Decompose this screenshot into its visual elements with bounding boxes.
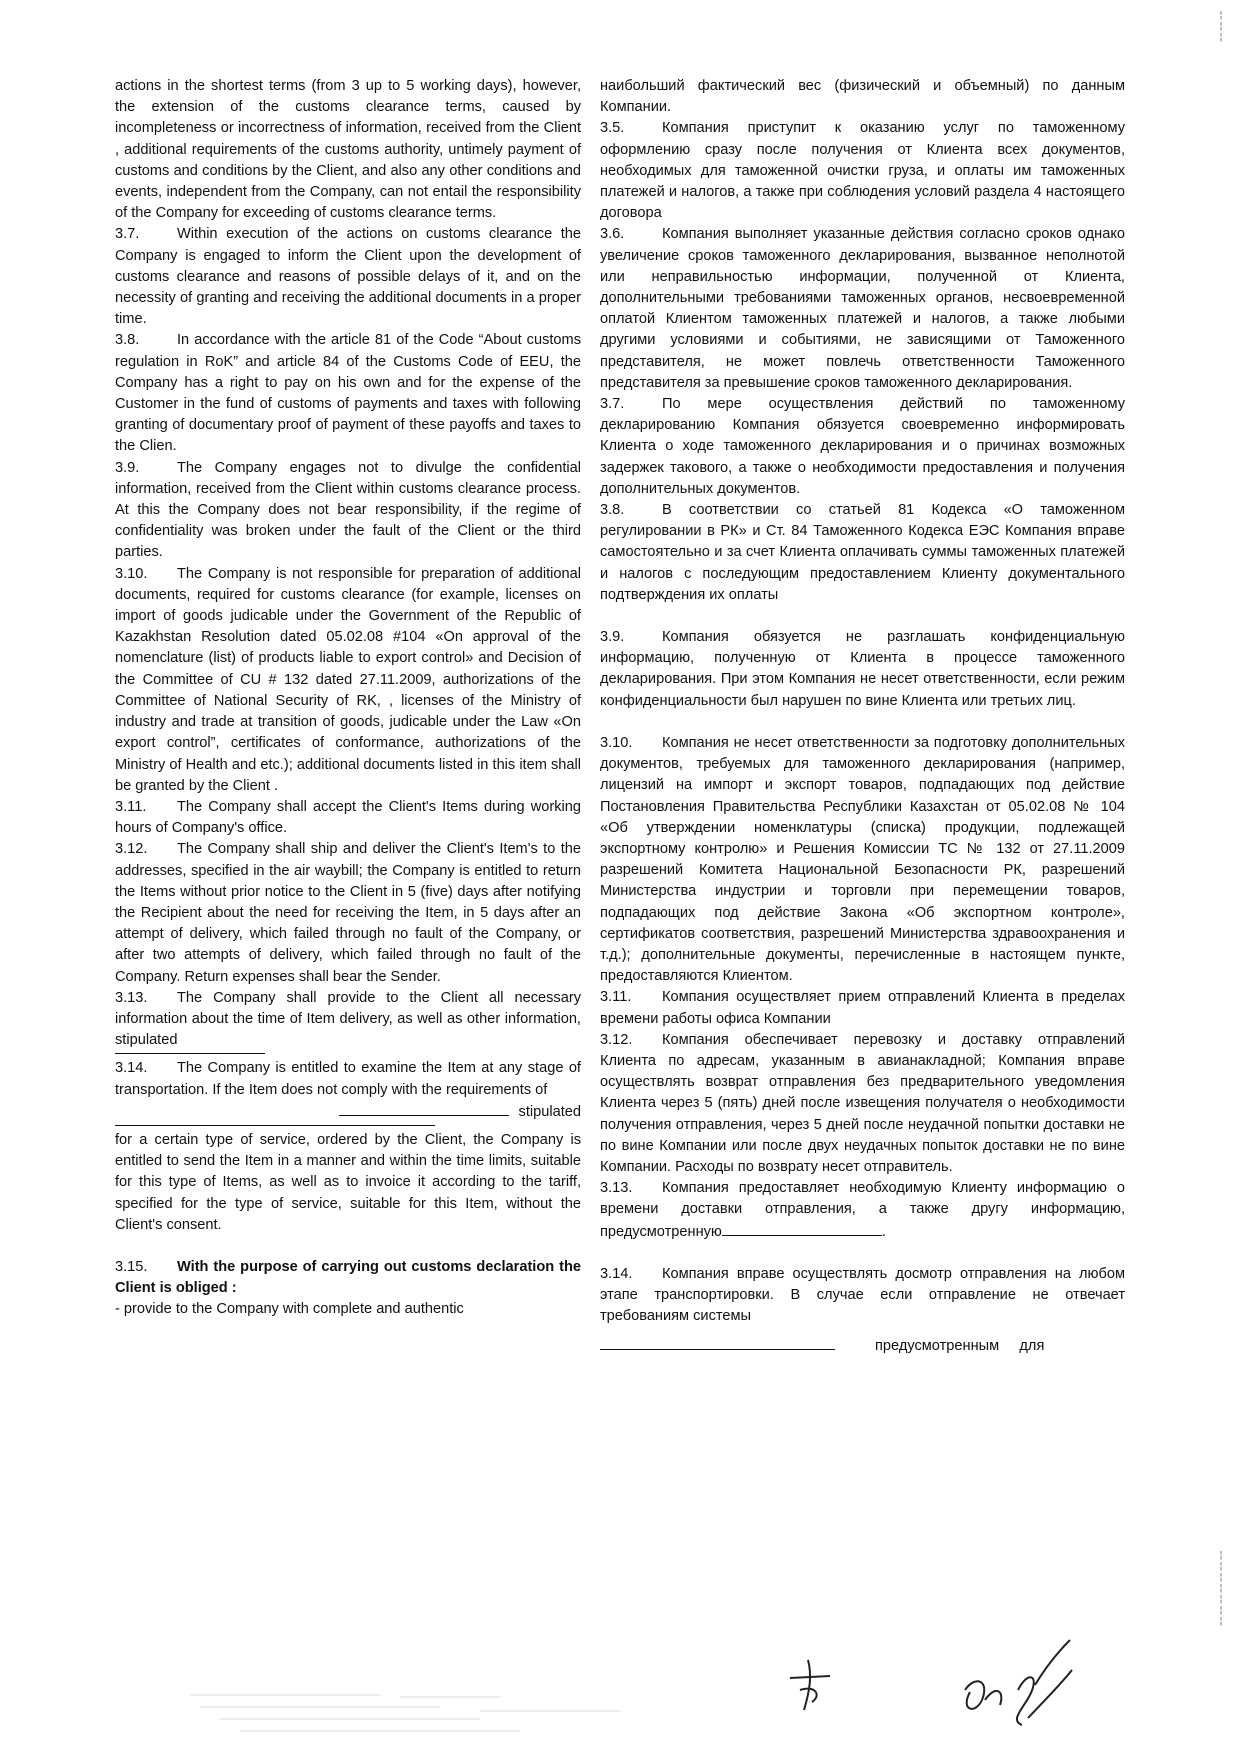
clause-3-7 — [115, 224, 581, 330]
clause-number: 3.8. — [115, 332, 140, 349]
clause-number: 3.13. — [115, 989, 148, 1006]
clause-text: По мере осуществления действий по таможенному декларированию Компания обязуется своевременно информировать Клиента о ходе таможенного декларирования и о причинах возможных задержек такового, а также о необходимости предоставления и получения дополнительных документов. — [600, 396, 1125, 497]
fill-in-blank — [722, 1221, 882, 1236]
blank-line — [115, 1125, 435, 1126]
paragraph-continuation: actions in the shortest terms (from 3 up to 5 working days), however, the extension of the customs clearance terms, caused by incompleteness or incorrectness of information, received from the Client , additional requirements of the customs authority, untimely payment of customs and conditions by the Client, and also any other conditions and events, independent from the Company, can not entail the responsibility of the Company for exceeding of customs clearance terms. — [115, 78, 581, 222]
clause-3-11 — [600, 987, 1125, 1029]
clause-text: Within execution of the actions on customs clearance the Company is engaged to inform the Client upon the development of customs clearance and reasons of possible delays of it, and on the necessity of granting and receiving the additional documents in a proper time. — [115, 226, 581, 328]
clause-3-6 — [600, 224, 1125, 394]
clause-3-10 — [600, 733, 1125, 987]
clause-number: 3.14. — [600, 1265, 633, 1282]
clause-3-8 — [600, 500, 1125, 606]
clause-text: With the purpose of carrying out customs declaration the Client is obliged : — [115, 1258, 581, 1297]
scan-margin-mark: ¦ ¦ ¦ ¦ ¦ ¦ ¦ — [1218, 1550, 1225, 1627]
clause-number: 3.8. — [600, 502, 625, 519]
paragraph-continuation: наибольший фактический вес (физический и объемный) по данным Компании. — [600, 78, 1125, 116]
clause-text: предусмотренным для — [875, 1338, 1045, 1355]
scan-noise — [180, 1685, 660, 1745]
clause-number: 3.13. — [600, 1180, 633, 1197]
clause-3-12 — [600, 1030, 1125, 1178]
clause-text: Компания осуществляет прием отправлений Клиента в пределах времени работы офиса Компании — [600, 989, 1125, 1027]
clause-number: 3.5. — [600, 120, 625, 137]
russian-column — [600, 76, 1125, 1358]
clause-text: Компания обязуется не разглашать конфиденциальную информацию, полученную от Клиента в процессе таможенного декларирования. При этом Компания не несет ответственности, если режим конфиденциальности был нарушен по вине Клиента или третьих лиц. — [600, 629, 1125, 709]
clause-number: 3.11. — [115, 798, 147, 815]
clause-text: The Company shall accept the Client's Items during working hours of Company's office. — [115, 798, 581, 837]
scan-margin-mark: ¦ ¦ ¦ — [1218, 10, 1225, 43]
clause-text: stipulated — [518, 1103, 581, 1120]
fill-in-blank — [339, 1101, 509, 1116]
clause-3-9 — [115, 458, 581, 564]
clause-3-12 — [115, 839, 581, 987]
clause-text: The Company shall ship and deliver the Client's Item's to the addresses, specified in the air waybill; the Company is entitled to return the Items without prior notice to the Client in 5 (five) days after notifying the Recipient about the need for receiving the Item, in 5 days after an attempt of delivery, which failed through no fault of the Company, or after two attempts of delivery, which failed through no fault of the Company. Return expenses shall bear the Sender. — [115, 841, 581, 985]
clause-text: Компания предоставляет необходимую Клиенту информацию о времени доставки отправления, а также другу информацию, предусмотренную — [600, 1180, 1125, 1240]
fill-in-blank — [600, 1335, 835, 1350]
clause-3-14 — [115, 1058, 581, 1100]
clause-number: 3.7. — [115, 226, 140, 243]
clause-text: Компания обеспечивает перевозку и доставку отправлений Клиента по адресам, указанным в авианакладной; Компания вправе осуществлять возврат отправления без предварительного уведомления Клиента через 5 (пять) дней после извещения получателя о необходимости получения отправления, через 5 дней после неудачной попытки доставки не по вине Компании или после двух неудачных попыток доставки не по вине Компании. Расходы по возврату несет отправитель. — [600, 1031, 1125, 1175]
clause-number: 3.12. — [115, 841, 148, 858]
clause-text: The Company shall provide to the Client all necessary information about the time of Item delivery, as well as other information, stipulated — [115, 989, 581, 1049]
clause-number: 3.6. — [600, 226, 625, 243]
clause-text: Компания приступит к оказанию услуг по таможенному оформлению сразу после получения от Клиента всех документов, необходимых для таможенной очистки груза, и оплаты им таможенных платежей и налогов, а также при соблюдения условий раздела 4 настоящего договора — [600, 120, 1125, 222]
clause-3-5 — [600, 118, 1125, 224]
clause-text: Компания не несет ответственности за подготовку дополнительных документов, требуемых для таможенного декларирования (например, лицензий на импорт и экспорт товаров, подпадающих под действие Постановления Правительства Республики Казахстан от 05.02.08 № 104 «Об утверждении номенклатуры (списка) продукции, подлежащей экспортному контролю» и Решения Комиссии ТС № 132 от 27.11.2009 разрешений Комитета Национальной Безопасности РК, разрешений Министерства индустрии и торговли при перемещении товаров, подпадающих под действие Закона «Об экспортном контроле», сертификатов соответствия, разрешений Министерства здравоохранения и т.д.); дополнительные документы, перечисленные в настоящем пункте, предоставляются Клиентом. — [600, 734, 1125, 985]
clause-text: Компания вправе осуществлять досмотр отправления на любом этапе транспортировки. В случае если отправление не отвечает требованиям системы — [600, 1265, 1125, 1325]
initial-signature-left — [790, 1660, 830, 1710]
clause-number: 3.10. — [115, 565, 148, 582]
clause-3-15 — [115, 1257, 581, 1299]
signatures — [760, 1630, 1090, 1730]
clause-3-10 — [115, 564, 581, 797]
clause-number: 3.9. — [600, 629, 625, 646]
clause-number: 3.9. — [115, 459, 140, 476]
clause-text: Компания выполняет указанные действия согласно сроков однако увеличение сроков таможенного декларирования, вызванное неполнотой или неправильностью информации, полученной от Клиента, дополнительными требованиями таможенных органов, несвоевременной оплатой Клиентом таможенных платежей и налогов, а также любыми другими условиями и событиями, не зависящими от Таможенного представителя, не может повлечь ответственности Таможенного представителя за превышение сроков таможенного декларирования. — [600, 226, 1125, 391]
clause-number: 3.15. — [115, 1258, 148, 1275]
clause-number: 3.12. — [600, 1031, 633, 1048]
clause-3-13: 3.13. Компания предоставляет необходимую Клиенту информацию о времени доставки отправления, а также другу информацию, предусмотренную . — [600, 1180, 1125, 1240]
clause-3-14-cont: for a certain type of service, ordered by the Client, the Company is entitled to send the Item in a manner and within the time limits, suitable for this type of Items, as well as to invoice it according to the tariff, specified for the type of service, suitable for this Item, without the Client's consent. — [115, 1131, 581, 1233]
clause-number: 3.7. — [600, 396, 625, 413]
clause-text: The Company is entitled to examine the Item at any stage of transportation. If the Item does not comply with the requirements of — [115, 1060, 581, 1098]
clause-3-14 — [600, 1264, 1125, 1328]
clause-3-13 — [115, 988, 581, 1052]
clause-3-14-blank — [600, 1335, 1125, 1357]
clause-3-7 — [600, 394, 1125, 500]
handwritten-signature-right — [965, 1640, 1072, 1725]
clause-3-11 — [115, 797, 581, 839]
clause-3-15-item: - provide to the Company with complete and authentic — [115, 1301, 464, 1318]
clause-3-14-blank — [115, 1101, 581, 1123]
clause-text: The Company engages not to divulge the confidential information, received from the Client within customs clearance process. At this the Company does not bear responsibility, if the regime of confidentiality was broken under the fault of the Client or the third parties. — [115, 459, 581, 561]
clause-number: 3.14. — [115, 1060, 148, 1077]
clause-number: 3.11. — [600, 989, 632, 1006]
english-column — [115, 76, 581, 1321]
clause-text: The Company is not responsible for preparation of additional documents, required for customs clearance (for example, licenses on import of goods judicable under the Government of the Republic of Kazakhstan Resolution dated 05.02.08 #104 «On approval of the nomenclature (list) of products liable to export control» and Decision of the Committee of CU # 132 dated 27.11.2009, authorizations of the Committee of National Security of RK, , licenses of the Ministry of industry and trade at transition of goods, judicable under the Law «On export control”, certificates of conformance, authorizations of the Ministry of Health and etc.); additional documents listed in this item shall be granted by the Client . — [115, 565, 581, 794]
clause-3-9 — [600, 627, 1125, 712]
clause-number: 3.10. — [600, 734, 633, 751]
blank-line — [115, 1053, 265, 1054]
clause-text: In accordance with the article 81 of the Code “About customs regulation in RoK” and article 84 of the Customs Code of EEU, the Company has a right to pay on his own and for the expense of the Customer in the fund of customs of payments and taxes with following granting of documentary proof of payment of these payoffs and taxes to the Clien. — [115, 332, 581, 455]
clause-3-8 — [115, 330, 581, 457]
clause-text: В соответствии со статьей 81 Кодекса «О таможенном регулировании в РК» и Ст. 84 Таможенного Кодекса ЕЭС Компания вправе самостоятельно и за счет Клиента оплачивать суммы таможенных платежей и налогов с последующим предоставлением Клиенту документального подтверждения их оплаты — [600, 502, 1125, 603]
